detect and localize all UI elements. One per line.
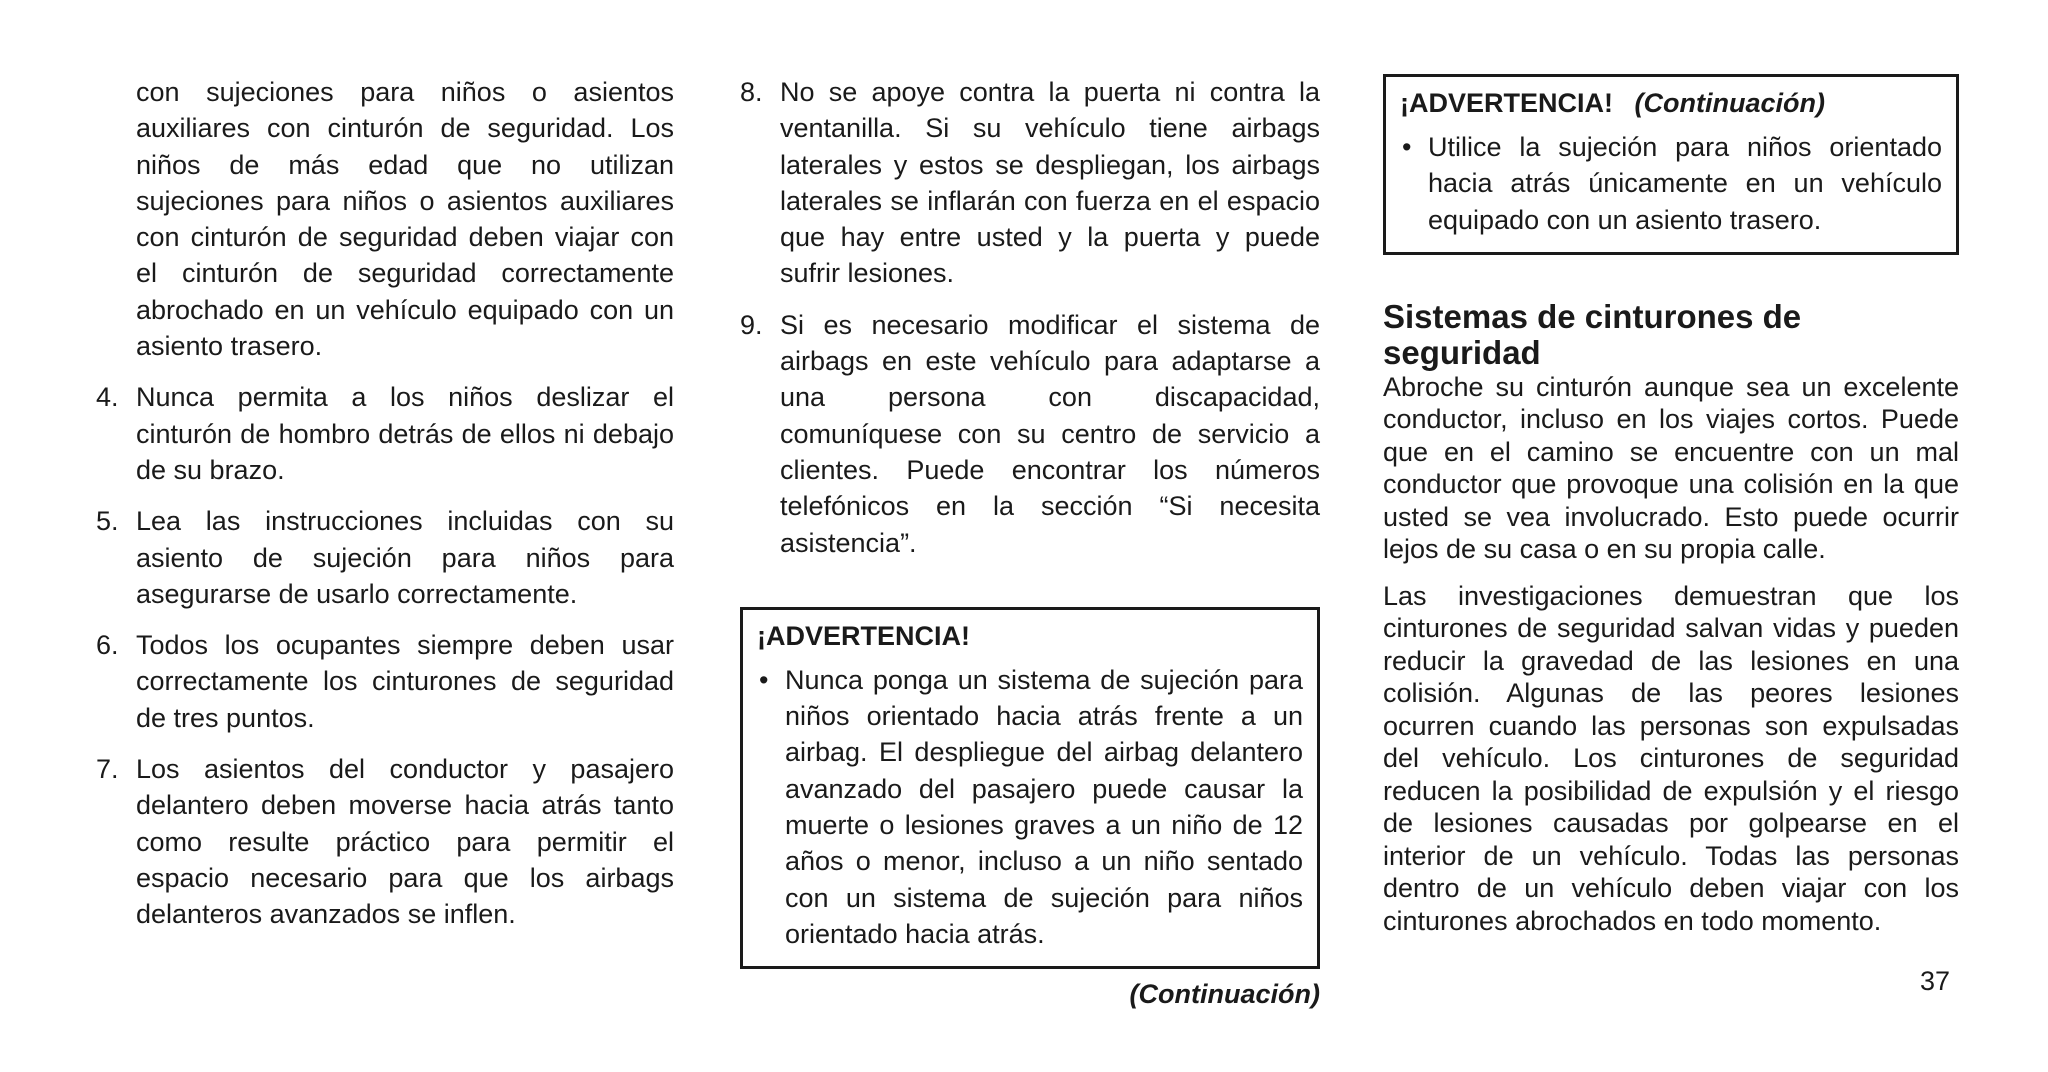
numbered-list (96, 379, 674, 932)
warning-bullet-text: Utilice la sujeción para niños orientado hacia atrás únicamente en un vehículo equipado con un asiento trasero. (1428, 132, 1942, 235)
warning-title-continuation: (Continuación) (1634, 88, 1825, 118)
warning-title-text: ¡ADVERTENCIA! (1400, 88, 1613, 118)
warning-box-continued (1383, 74, 1959, 255)
list-item-number: 4. (96, 382, 119, 413)
list-item-text: Nunca permita a los niños deslizar el cinturón de hombro detrás de ellos ni debajo de su brazo. (136, 382, 674, 485)
numbered-list (740, 74, 1320, 561)
list-item-number: 5. (96, 506, 119, 537)
column-left (96, 74, 674, 933)
list-item-number: 9. (740, 309, 763, 340)
warning-bullet (757, 662, 1303, 952)
continuation-note: (Continuación) (1129, 979, 1320, 1010)
list-item-text: Los asientos del conductor y pasajero delantero deben moverse hacia atrás tanto como resulte práctico para permitir el espacio necesario para que los airbags delanteros avanzados se inflen. (136, 754, 674, 930)
list-item-text: Lea las instrucciones incluidas con su asiento de sujeción para niños para asegurarse de usarlo correctamente. (136, 506, 674, 609)
bullet-icon: • (759, 664, 769, 695)
section-heading: Sistemas de cinturones de seguridad (1383, 297, 1802, 371)
column-middle (740, 74, 1320, 1010)
warning-bullet-text: Nunca ponga un sistema de sujeción para niños orientado hacia atrás frente a un airbag. El despliegue del airbag delantero avanzado del pasajero puede causar la muerte o lesiones graves a un niño de 12 años o menor, incluso a un niño sentado con un sistema de sujeción para niños orientado hacia atrás. (785, 664, 1303, 949)
list-item (96, 379, 674, 488)
list-item (740, 74, 1320, 292)
list-item-number: 7. (96, 754, 119, 785)
list-item (96, 503, 674, 612)
body-paragraph: Las investigaciones demuestran que los cinturones de seguridad salvan vidas y pueden reducir la gravedad de las lesiones en una colisión. Algunas de las peores lesiones ocurren cuando las personas son expulsadas del vehículo. Los cinturones de seguridad reducen la posibilidad de expulsión y el riesgo de lesiones causadas por golpearse en el interior de un vehículo. Todas las personas dentro de un vehículo deben viajar con los cinturones abrochados en todo momento. (1383, 580, 1959, 936)
list-item-text: Todos los ocupantes siempre deben usar correctamente los cinturones de seguridad de tres puntos. (136, 630, 674, 733)
list-item-number: 6. (96, 630, 119, 661)
column-right (1383, 74, 1959, 937)
bullet-icon: • (1402, 132, 1412, 162)
list-item-text: Si es necesario modificar el sistema de airbags en este vehículo para adaptarse a una persona con discapacidad, comuníquese con su centro de servicio a clientes. Puede encontrar los números telefónicos en la sección “Si necesita asistencia”. (780, 309, 1320, 558)
list-item (96, 627, 674, 736)
warning-bullet (1400, 129, 1942, 238)
warning-box (740, 607, 1320, 969)
list-item-text: No se apoye contra la puerta ni contra la ventanilla. Si su vehículo tiene airbags laterales y estos se despliegan, los airbags laterales se inflarán con fuerza en el espacio que hay entre usted y la puerta y puede sufrir lesiones. (780, 77, 1320, 289)
warning-title (1400, 83, 1942, 123)
warning-title (757, 616, 1303, 656)
list-item-number: 8. (740, 77, 763, 107)
page-number: 37 (1920, 966, 1951, 996)
continued-paragraph: con sujeciones para niños o asientos auxiliares con cinturón de seguridad. Los niños de más edad que no utilizan sujeciones para niños o asientos auxiliares con cinturón de seguridad deben viajar con el cinturón de seguridad correctamente abrochado en un vehículo equipado con un asiento trasero. (136, 77, 674, 362)
body-paragraph: Abroche su cinturón aunque sea un excelente conductor, incluso en los viajes cortos. Puede que en el camino se encuentre con un mal conductor que provoque una colisión en la que usted se vea involucrado. Esto puede ocurrir lejos de su casa o en su propia calle. (1383, 371, 1959, 565)
list-item (740, 307, 1320, 561)
warning-title-text: ¡ADVERTENCIA! (757, 620, 970, 651)
list-item (96, 751, 674, 932)
